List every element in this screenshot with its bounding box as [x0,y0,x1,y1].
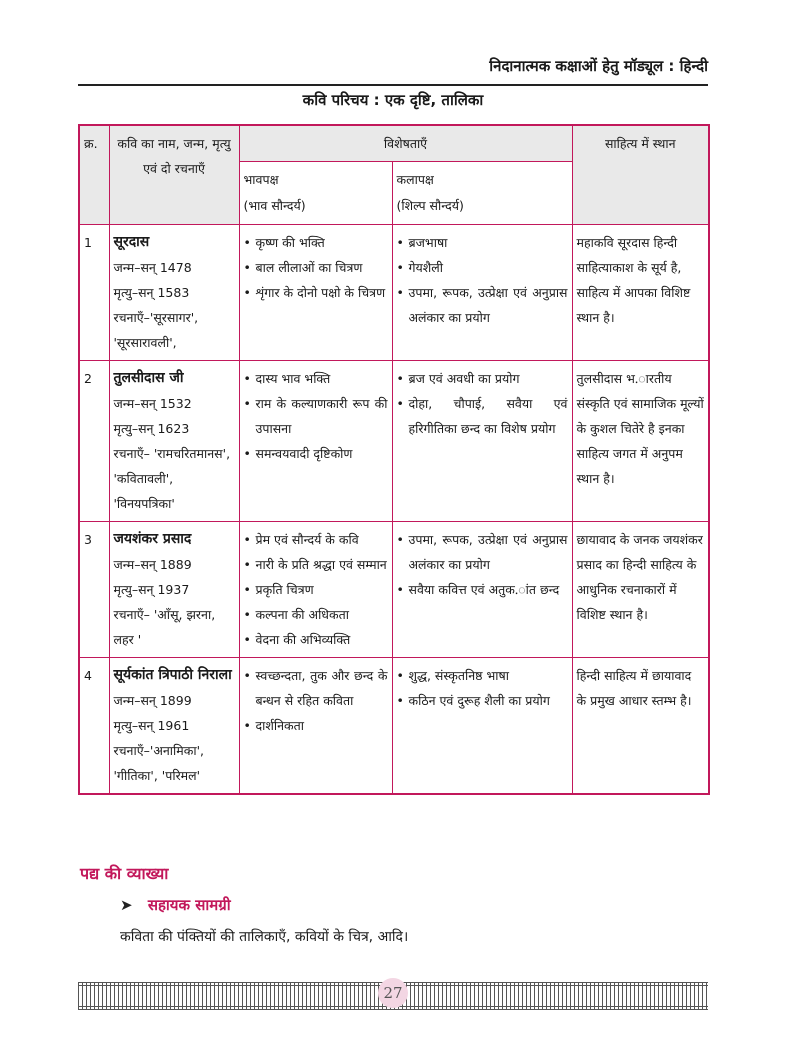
table-row [79,225,709,361]
cell-poet [109,361,239,522]
bhav-list [244,663,388,738]
kala-list [397,527,568,602]
list-item: • दोहा, चौपाई, सवैया एवं हरिगीतिका छन्द का विशेष प्रयोग [397,391,568,441]
poet-works: रचनाएँ–'सूरसागर', 'सूरसारावली', [113,310,199,350]
list-item: • उपमा, रूपक, उत्प्रेक्षा एवं अनुप्रास अलंकार का प्रयोग [397,280,568,330]
cell-sno: 4 [79,658,109,795]
poet-death: मृत्यु–सन् 1623 [113,421,190,436]
cell-bhav [239,225,392,361]
bhav-sublabel: (भाव सौन्दर्य) [243,198,306,213]
kala-list [397,663,568,713]
cell-place: छायावाद के जनक जयशंकर प्रसाद का हिन्दी साहित्य के आधुनिक रचनाकारों में विशिष्ट स्थान है। [572,522,709,658]
list-item: • गेयशैली [397,255,568,280]
poet-name: सूरदास [113,234,150,250]
list-item: • ब्रजभाषा [397,230,568,255]
running-header: निदानात्मक कक्षाओं हेतु मॉड्यूल : हिन्दी [78,56,708,86]
page-title: कवि परिचय : एक दृष्टि, तालिका [302,91,484,109]
poet-name: जयशंकर प्रसाद [113,531,192,547]
list-item: • उपमा, रूपक, उत्प्रेक्षा एवं अनुप्रास अलंकार का प्रयोग [397,527,568,577]
list-item: • कल्पना की अधिकता [244,602,388,627]
list-item: • प्रेम एवं सौन्दर्य के कवि [244,527,388,552]
kala-list [397,230,568,330]
sub-section-heading: सहायक सामग्री [147,896,231,914]
poet-table [78,124,710,795]
poet-name: तुलसीदास जी [113,370,184,386]
poet-works: रचनाएँ–'अनामिका', 'गीतिका', 'परिमल' [113,743,205,783]
list-item: • शुद्ध, संस्कृतनिष्ठ भाषा [397,663,568,688]
poet-birth: जन्म–सन् 1532 [113,396,192,411]
page-number: 27 [378,978,408,1008]
cell-place: महाकवि सूरदास हिन्दी साहित्याकाश के सूर्य है, साहित्य में आपका विशिष्ट स्थान है। [572,225,709,361]
cell-bhav [239,658,392,795]
list-item: • ब्रज एवं अवधी का प्रयोग [397,366,568,391]
bhav-list [244,527,388,652]
list-item: • नारी के प्रति श्रद्धा एवं सम्मान [244,552,388,577]
cell-sno: 1 [79,225,109,361]
arrow-right-icon: ➤ [120,896,133,914]
bhav-list [244,230,388,305]
poet-works: रचनाएँ– 'आँसू, झरना, लहर ' [113,607,216,647]
poet-death: मृत्यु–सन् 1937 [113,582,190,597]
list-item: • राम के कल्याणकारी रूप की उपासना [244,391,388,441]
poet-birth: जन्म–सन् 1899 [113,693,192,708]
sub-section [120,895,231,915]
cell-kala [392,658,572,795]
list-item: • वेदना की अभिव्यक्ति [244,627,388,652]
col-header-poet: कवि का नाम, जन्म, मृत्यु एवं दो रचनाएँ [109,125,239,225]
cell-sno: 3 [79,522,109,658]
col-header-sno: क्र. [79,125,109,225]
list-item: • दार्शनिकता [244,713,388,738]
col-header-features: विशेषताएँ [239,125,572,162]
poet-death: मृत्यु–सन् 1961 [113,718,190,733]
cell-poet [109,522,239,658]
list-item: • प्रकृति चित्रण [244,577,388,602]
cell-poet [109,225,239,361]
page-footer [78,982,708,1010]
list-item: • शृंगार के दोनो पक्षो के चित्रण [244,280,388,305]
cell-kala [392,522,572,658]
col-header-place: साहित्य में स्थान [572,125,709,225]
bhav-label: भावपक्ष [243,172,279,187]
poet-name: सूर्यकांत त्रिपाठी निराला [113,667,232,683]
list-item: • दास्य भाव भक्ति [244,366,388,391]
table-row [79,658,709,795]
table-row [79,361,709,522]
poet-birth: जन्म–सन् 1889 [113,557,192,572]
cell-kala [392,225,572,361]
cell-poet [109,658,239,795]
list-item: • सवैया कवित्त एवं अतुक.ांत छन्द [397,577,568,602]
col-header-kala [392,162,572,225]
table-row [79,522,709,658]
list-item: • समन्वयवादी दृष्टिकोण [244,441,388,466]
cell-place: तुलसीदास भ.ारतीय संस्कृति एवं सामाजिक मूल्यों के कुशल चितेरे है इनका साहित्य जगत में अनुपम स्थान है। [572,361,709,522]
list-item: • कठिन एवं दुरूह शैली का प्रयोग [397,688,568,713]
col-header-bhav [239,162,392,225]
list-item: • कृष्ण की भक्ति [244,230,388,255]
cell-kala [392,361,572,522]
cell-bhav [239,361,392,522]
cell-place: हिन्दी साहित्य में छायावाद के प्रमुख आधार स्तम्भ है। [572,658,709,795]
list-item: • स्वच्छन्दता, तुक और छन्द के बन्धन से रहित कविता [244,663,388,713]
cell-sno: 2 [79,361,109,522]
bhav-list [244,366,388,466]
kala-sublabel: (शिल्प सौन्दर्य) [396,198,464,213]
poet-works: रचनाएँ– 'रामचरितमानस', 'कवितावली', 'विनयपत्रिका' [113,446,231,511]
kala-label: कलापक्ष [396,172,434,187]
kala-list [397,366,568,441]
table-header-row [79,125,709,162]
list-item: • बाल लीलाओं का चित्रण [244,255,388,280]
section-heading: पद्य की व्याख्या [80,864,169,883]
section-description: कविता की पंक्तियों की तालिकाएँ, कवियों के चित्र, आदि। [120,929,409,945]
poet-birth: जन्म–सन् 1478 [113,260,192,275]
poet-death: मृत्यु–सन् 1583 [113,285,190,300]
cell-bhav [239,522,392,658]
